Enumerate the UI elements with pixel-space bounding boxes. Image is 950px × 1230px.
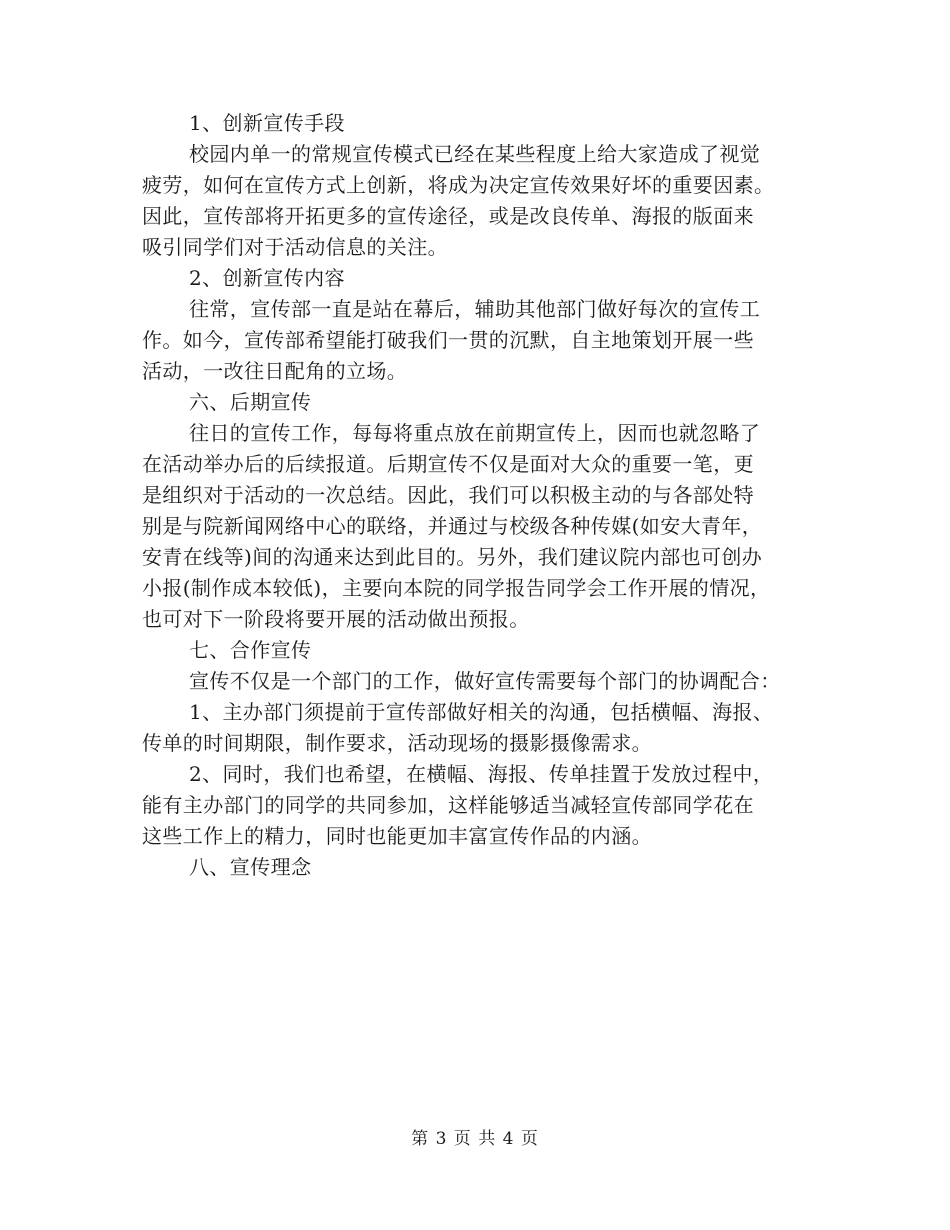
paragraph-line: 安青在线等)间的沟通来达到此目的。另外，我们建议院内部也可创办	[142, 545, 763, 569]
paragraph-line: 这些工作上的精力，同时也能更加丰富宣传作品的内涵。	[142, 824, 652, 848]
paragraph-line: 是组织对于活动的一次总结。因此，我们可以积极主动的与各部处特	[142, 483, 754, 507]
paragraph-line: 往常，宣传部一直是站在幕后，辅助其他部门做好每次的宣传工	[189, 297, 761, 321]
paragraph-line: 因此，宣传部将开拓更多的宣传途径，或是改良传单、海报的版面来	[142, 204, 754, 228]
paragraph-line: 宣传不仅是一个部门的工作，做好宣传需要每个部门的协调配合：	[189, 669, 781, 693]
paragraph-line: 1、主办部门须提前于宣传部做好相关的沟通，包括横幅、海报、	[189, 700, 774, 724]
paragraph-line: 传单的时间期限，制作要求，活动现场的摄影摄像需求。	[142, 731, 652, 755]
section-heading-publicity-concept: 八、宣传理念	[189, 855, 312, 879]
paragraph-line: 别是与院新闻网络中心的联络，并通过与校级各种传媒(如安大青年，	[142, 514, 763, 538]
paragraph-line: 也可对下一阶段将要开展的活动做出预报。	[142, 607, 530, 631]
paragraph-line: 在活动举办后的后续报道。后期宣传不仅是面对大众的重要一笔，更	[142, 452, 754, 476]
paragraph-line: 小报(制作成本较低)，主要向本院的同学报告同学会工作开展的情况，	[142, 576, 771, 600]
document-body	[142, 108, 812, 883]
section-heading-later-publicity: 六、后期宣传	[189, 390, 312, 414]
paragraph-line: 校园内单一的常规宣传模式已经在某些程度上给大家造成了视觉	[189, 142, 761, 166]
paragraph-line: 作。如今，宣传部希望能打破我们一贯的沉默，自主地策划开展一些	[142, 328, 754, 352]
page-number-footer: 第 3 页 共 4 页	[411, 1129, 539, 1149]
paragraph-line: 活动，一改往日配角的立场。	[142, 359, 408, 383]
paragraph-line: 能有主办部门的同学的共同参加，这样能够适当减轻宣传部同学花在	[142, 793, 754, 817]
paragraph-line: 吸引同学们对于活动信息的关注。	[142, 235, 448, 259]
paragraph-line: 疲劳，如何在宣传方式上创新，将成为决定宣传效果好坏的重要因素。	[142, 173, 775, 197]
paragraph-line: 往日的宣传工作，每每将重点放在前期宣传上，因而也就忽略了	[189, 421, 761, 445]
section-heading-innovate-means: 1、创新宣传手段	[189, 111, 345, 135]
paragraph-line: 2、同时，我们也希望，在横幅、海报、传单挂置于发放过程中，	[189, 762, 774, 786]
section-heading-cooperative-publicity: 七、合作宣传	[189, 638, 312, 662]
section-heading-innovate-content: 2、创新宣传内容	[189, 266, 345, 290]
